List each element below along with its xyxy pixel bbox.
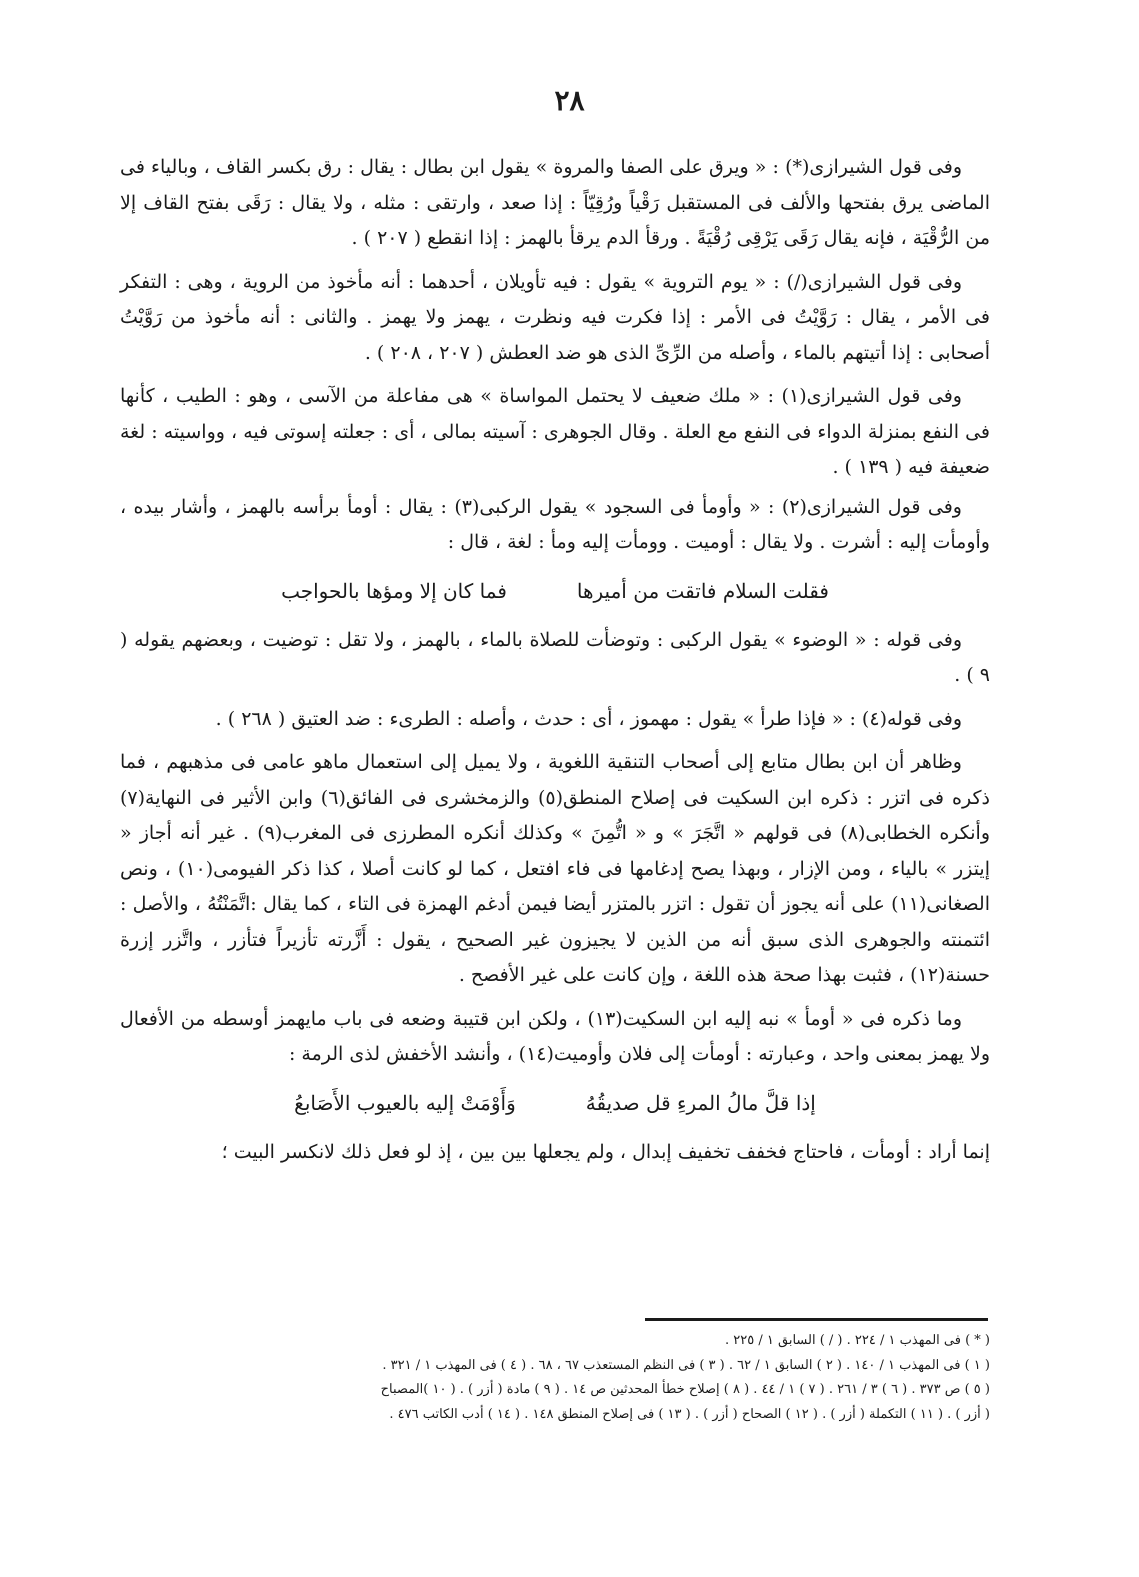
paragraph-tarwiya: وفى قول الشيرازى(/) : « يوم التروية » يقول : فيه تأويلان ، أحدهما : أنه مأخوذ من الروية ، وهى : التفكر فى الأمر ، يقال : رَوَّيْتُ فى الأمر : إذا فكرت فيه ونظرت ، يهمز ولا يهمز . والثانى : أنه مأخوذ من رَوَّيْتُ أصحابى : إذا أتيتهم بالماء ، وأصله من الرِّىِّ الذى هو ضد العطش ( ٢٠٧ ، ٢٠٨ ) . [120,270,990,364]
verse-1 [120,571,990,611]
paragraph-awma: وفى قول الشيرازى(٢) : « وأومأ فى السجود » يقول الركبى(٣) : يقال : أومأ برأسه بالهمز ، وأشار بيده ، وأومأت إليه : أشرت . ولا يقال : أوميت . وومأت إليه ومأ : لغة ، قال : [120,495,990,553]
verse-2-second-hemistich: وَأَوْمَتْ إليه بالعيوب الأَصَابعُ [294,1090,516,1115]
paragraph-muwasat: وفى قول الشيرازى(١) : « ملك ضعيف لا يحتمل المواساة » هى مفاعلة من الآسى ، وهو : الطيب ، كأنها فى النفع بمنزلة الدواء فى النفع مع العلة . وقال الجوهرى : آسيته بمالى ، أى : جعلته إسوتى فيه ، وواسيته : لغة ضعيفة فيه ( ١٣٩ ) . [120,385,990,478]
paragraph-taraa: وفى قوله(٤) : « فإذا طرأ » يقول : مهموز ، أى : حدث ، وأصله : الطرىء : ضد العتيق ( ٢٦٨ ) . [215,707,962,730]
main-text [120,150,990,1178]
footnote-line: ( * ) فى المهذب ١ / ٢٢٤ . ( / ) السابق ١ / ٢٢٥ . [725,1333,990,1348]
verse-1-first-hemistich: فقلت السلام فاتقت من أميرها [576,578,829,603]
page-number: ٢٨ [554,84,585,117]
footnote-divider [645,1318,988,1321]
paragraph-innama-arad: إنما أراد : أومأت ، فاحتاج فخفف تخفيف إبدال ، ولم يجعلها بين بين ، إذ لو فعل ذلك لانكسر البيت ؛ [221,1140,990,1163]
verse-2 [120,1083,990,1123]
footnote-line: ( أزر ) . ( ١١ ) التكملة ( أزر ) . ( ١٢ ) الصحاح ( أزر ) . ( ١٣ ) فى إصلاح المنطق ١٤٨ . ( ١٤ ) أدب الكاتب ٤٧٦ . [389,1406,990,1422]
footnotes [120,1329,990,1427]
verse-1-second-hemistich: فما كان إلا ومؤها بالحواجب [281,578,507,603]
verse-2-first-hemistich: إذا قلَّ مالُ المرءِ قل صديقُهُ [585,1090,816,1115]
paragraph-awma-ibn-qutayba: وما ذكره فى « أومأ » نبه إليه ابن السكيت(١٣) ، ولكن ابن قتيبة وضعه فى باب مايهمز أوسطه من الأفعال ولا يهمز بمعنى واحد ، وعبارته : أومأت إلى فلان وأوميت(١٤) ، وأنشد الأخفش لذى الرمة : [120,1007,990,1065]
paragraph-wudu: وفى قوله : « الوضوء » يقول الركبى : وتوضأت للصلاة بالماء ، بالهمز ، ولا تقل : توضيت ، وبعضهم يقوله ( ٩ ) . [120,628,990,686]
paragraph-ruqiy: وفى قول الشيرازى(*) : « ويرق على الصفا والمروة » يقول ابن بطال : يقال : رق بكسر القاف ، وبالياء فى الماضى يرق بفتحها والألف فى المستقبل رَقْياً ورُقِيّاً : إذا صعد ، وارتقى : مثله ، ولا يقال : رَقَى بفتح القاف إلا من الرُّقْيَة ، فإنه يقال رَقَى يَرْقِى رُقْيَةً . ورقأ الدم يرقأ بالهمز : إذا انقطع ( ٢٠٧ ) . [120,156,990,249]
paragraph-ittazar: وظاهر أن ابن بطال متابع إلى أصحاب التنقية اللغوية ، ولا يميل إلى استعمال ماهو عامى فى مذهبهم ، فما ذكره فى اتزر : ذكره ابن السكيت فى إصلاح المنطق(٥) والزمخشرى فى الفائق(٦) وابن الأثير فى النهاية(٧) وأنكره الخطابى(٨) فى قولهم « اتَّجَرَ » و « اتُّمِنَ » وكذلك أنكره المطرزى فى المغرب(٩) . غير أنه أجاز « إيتزر » بالياء ، ومن الإزار ، وبهذا يصح إدغامها فى فاء افتعل ، كما لو كانت أصلا ، كذا ذكر الفيومى(١٠) ، ونص الصغانى(١١) على أنه يجوز أن تقول : اتزر بالمتزر أيضا فيمن أدغم الهمزة فى التاء ، كما يقال :اتَّمَنْتُهُ ، والأصل : ائتمنته والجوهرى الذى سبق أنه من الذين لا يجيزون غير الصحيح ، يقول : أَزَّرته تأزيراً فتأزر ، واتَّزر إزرة حسنة(١٢) ، فثبت بهذا صحة هذه اللغة ، وإن كانت على غير الأفصح . [120,751,991,986]
footnote-line: ( ١ ) فى المهذب ١ / ١٤٠ . ( ٢ ) السابق ١ / ٦٢ . ( ٣ ) فى النظم المستعذب ٦٧ ، ٦٨ . ( ٤ ) فى المهذب ١ / ٣٢١ . [382,1357,990,1373]
footnote-line: ( ٥ ) ص ٣٧٣ . ( ٦ ) ٣ / ٢٦١ . ( ٧ ) ١ / ٤٤ . ( ٨ ) إصلاح خطأ المحدثين ص ١٤ . ( ٩ ) مادة ( أزر ) . ( ١٠ )المصباح [380,1382,990,1397]
